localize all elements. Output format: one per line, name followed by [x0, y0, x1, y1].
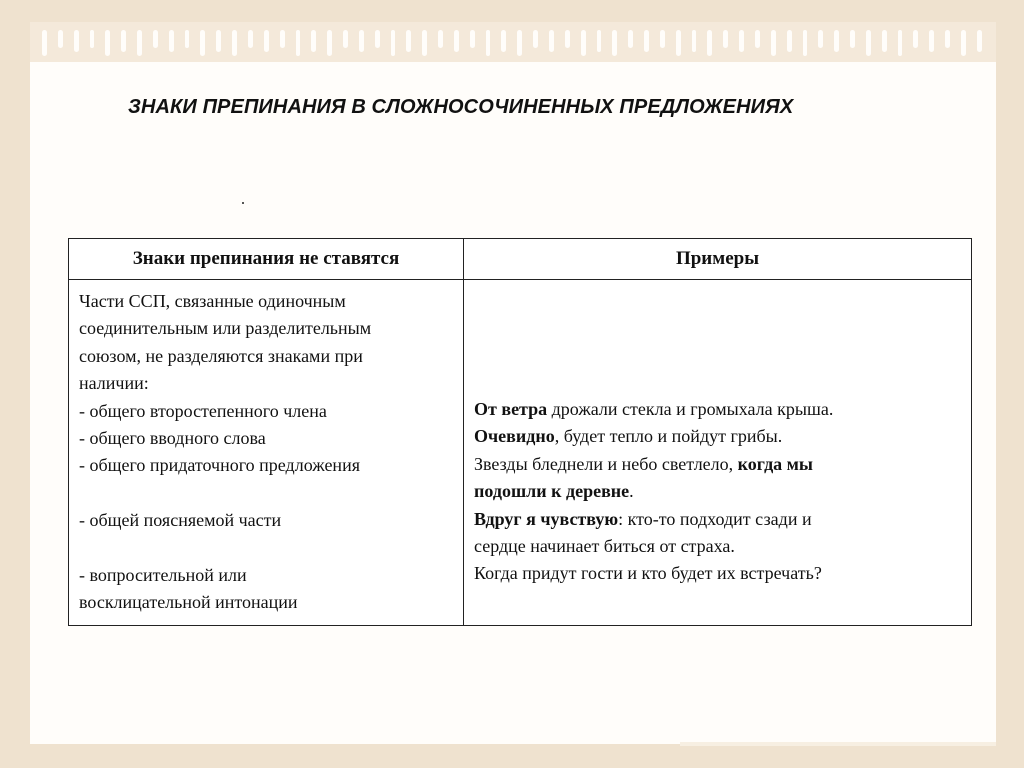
- rule-line: - общего вводного слова: [79, 428, 266, 449]
- rule-line: - общего второстепенного члена: [79, 400, 327, 421]
- example-line: Когда придут гости и кто будет их встречать?: [474, 563, 822, 584]
- example-line: подошли к деревне.: [474, 481, 634, 502]
- example-line: Звезды бледнели и небо светлело, когда мы: [474, 453, 813, 474]
- rule-line: Части ССП, связанные одиночным: [79, 291, 346, 311]
- table-header-row: [69, 239, 972, 280]
- paper-bottom-edge: [680, 742, 996, 746]
- punctuation-table: [68, 238, 972, 626]
- rule-line: - общего придаточного предложения: [79, 455, 360, 476]
- perforation-edge: [42, 30, 982, 58]
- example-line: Очевидно, будет тепло и пойдут грибы.: [474, 426, 783, 447]
- header-examples: Примеры: [464, 239, 972, 280]
- table-row: [69, 280, 972, 626]
- rule-line: восклицательной интонации: [79, 592, 298, 613]
- header-no-punctuation: Знаки препинания не ставятся: [69, 239, 464, 280]
- example-line: От ветра дрожали стекла и громыхала крыша.: [474, 399, 834, 419]
- stray-dot: [242, 202, 244, 204]
- rule-line: - вопросительной или: [79, 565, 247, 586]
- example-line: сердце начинает биться от страха.: [474, 536, 735, 557]
- rule-line: соединительным или разделительным: [79, 318, 372, 339]
- rules-cell: [69, 280, 464, 626]
- rule-line: союзом, не разделяются знаками при: [79, 345, 363, 366]
- rule-line: - общей поясняемой части: [79, 510, 282, 531]
- examples-cell: [464, 280, 972, 626]
- page-title: ЗНАКИ ПРЕПИНАНИЯ В СЛОЖНОСОЧИНЕННЫХ ПРЕДЛОЖЕНИЯХ: [128, 96, 794, 118]
- rule-line: наличии:: [79, 373, 149, 394]
- example-line: Вдруг я чувствую: кто-то подходит сзади и: [474, 508, 812, 529]
